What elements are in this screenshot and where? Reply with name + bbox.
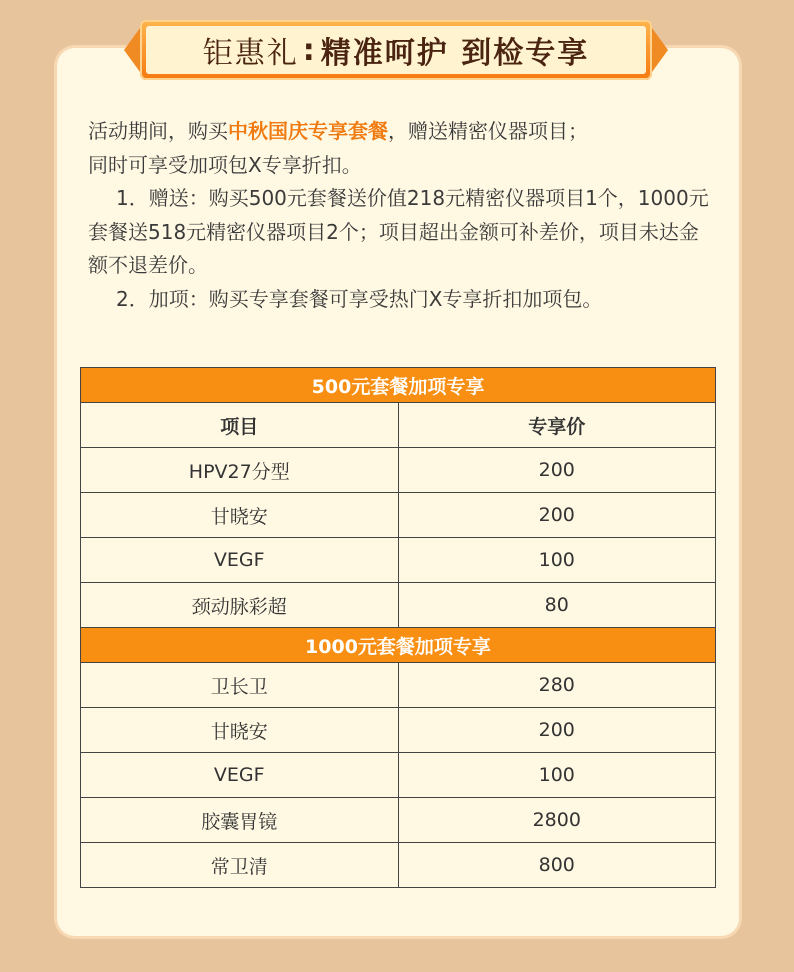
intro-line-1 [88,115,718,149]
banner-separator: : [302,32,317,68]
group-title: 1000元套餐加项专享 [81,628,716,663]
item-price: 80 [398,583,716,628]
banner-title: 精准呵护 到检专享 [320,36,590,71]
item-price: 200 [398,493,716,538]
item-name: 常卫清 [81,843,399,888]
item-name: HPV27分型 [81,448,399,493]
column-header-item: 项目 [81,403,399,448]
table-row [81,663,716,708]
item-price: 100 [398,753,716,798]
item-price: 200 [398,448,716,493]
item-name: 甘晓安 [81,708,399,753]
item-price: 2800 [398,798,716,843]
item-name: VEGF [81,753,399,798]
intro-line-1-after: ，赠送精密仪器项目； [388,119,588,143]
group-header-1000 [81,628,716,663]
column-header-row [81,403,716,448]
table-row [81,448,716,493]
item-price: 280 [398,663,716,708]
intro-item-1: 1．赠送：购买500元套餐送价值218元精密仪器项目1个，1000元套餐送518元精密仪器项目2个；项目超出金额可补差价，项目未达金额不退差价。 [88,186,709,277]
column-header-price: 专享价 [398,403,716,448]
title-banner [140,20,652,80]
item-price: 800 [398,843,716,888]
add-on-price-table [80,367,716,888]
package-highlight: 中秋国庆专享套餐 [228,119,388,143]
intro-line-2: 同时可享受加项包X专享折扣。 [88,152,362,177]
intro-text [88,115,718,316]
intro-item-2: 2．加项：购买专享套餐可享受热门X专享折扣加项包。 [116,286,603,311]
banner-prefix: 钜惠礼 [202,36,299,71]
banner-text [146,26,646,74]
table-row [81,708,716,753]
group-header-500 [81,368,716,403]
item-name: 甘晓安 [81,493,399,538]
table-row [81,538,716,583]
item-price: 100 [398,538,716,583]
item-name: VEGF [81,538,399,583]
table-row [81,583,716,628]
item-name: 卫长卫 [81,663,399,708]
table-row [81,843,716,888]
item-name: 颈动脉彩超 [81,583,399,628]
table-row [81,798,716,843]
item-name: 胶囊胃镜 [81,798,399,843]
table-row [81,493,716,538]
intro-line-1-before: 活动期间，购买 [88,119,228,143]
table-row [81,753,716,798]
group-title: 500元套餐加项专享 [81,368,716,403]
item-price: 200 [398,708,716,753]
